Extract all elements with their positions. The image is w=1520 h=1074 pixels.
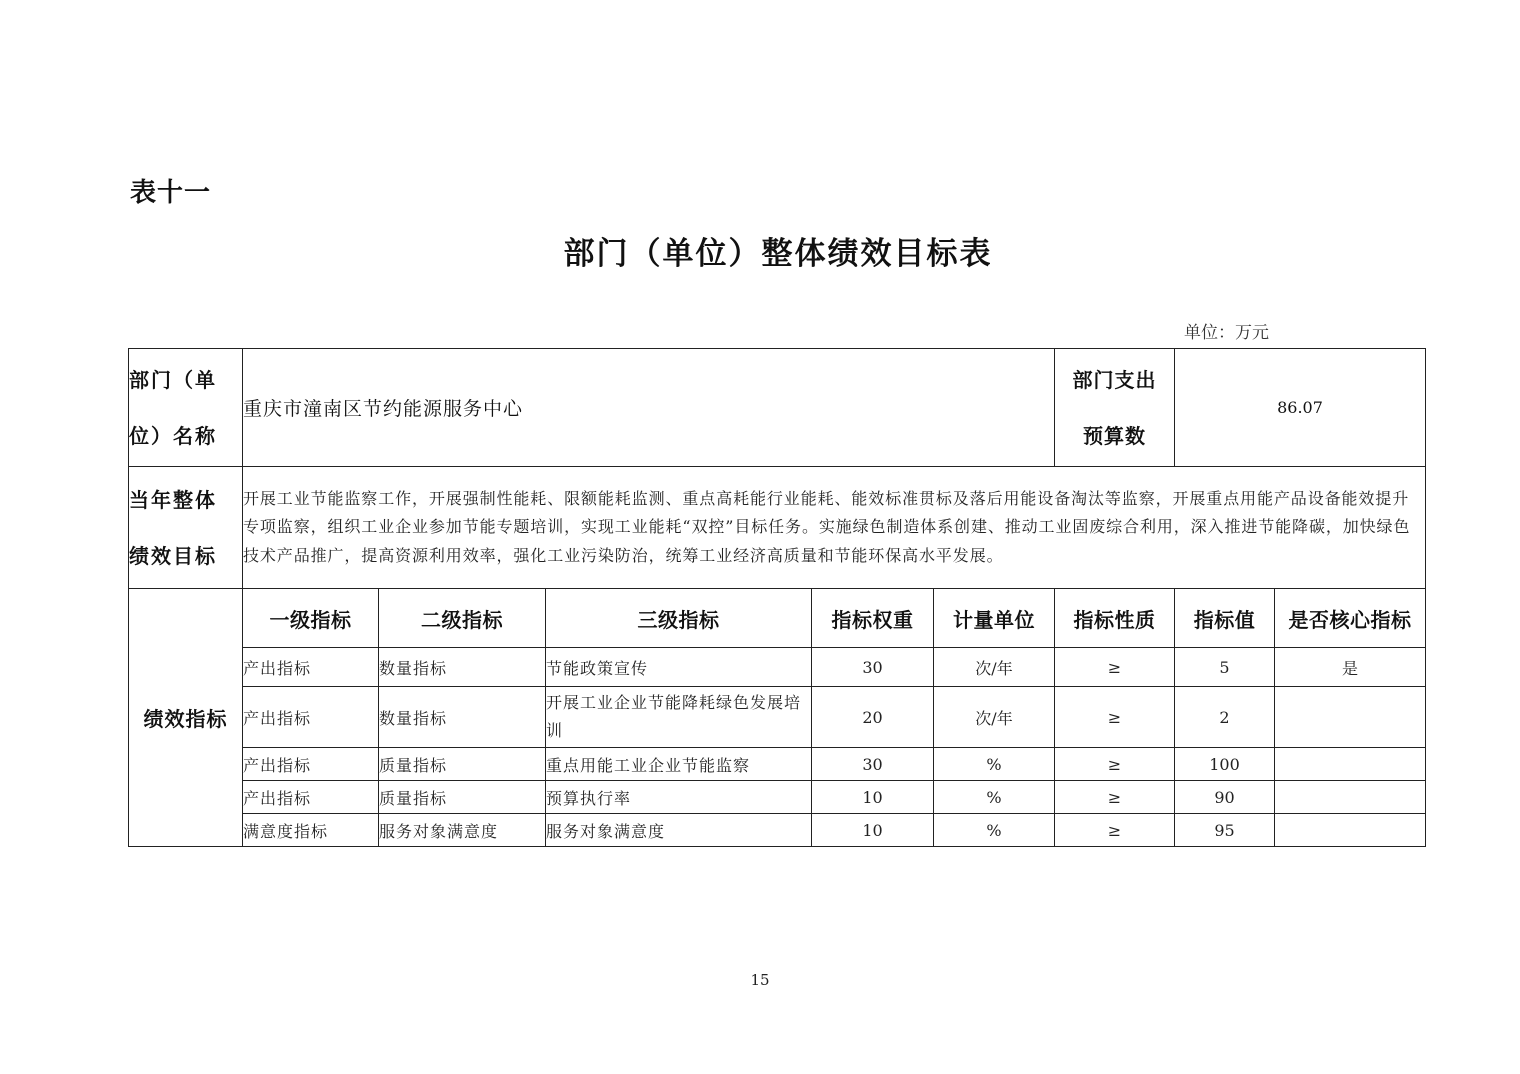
core-cell (1275, 814, 1426, 847)
unit-cell: 次/年 (934, 687, 1055, 748)
page-number: 15 (750, 971, 770, 989)
unit-cell: % (934, 748, 1055, 781)
nature-cell: ≥ (1055, 814, 1175, 847)
dept-label-line1: 部门（单 (129, 367, 217, 392)
core-cell (1275, 748, 1426, 781)
nature-cell: ≥ (1055, 748, 1175, 781)
level3-cell: 重点用能工业企业节能监察 (546, 748, 812, 781)
table-row (129, 648, 1426, 687)
nature-cell: ≥ (1055, 648, 1175, 687)
unit-cell: 次/年 (934, 648, 1055, 687)
table-row (129, 814, 1426, 847)
table-label: 表十一 (130, 178, 212, 208)
goal-text: 开展工业节能监察工作，开展强制性能耗、限额能耗监测、重点高耗能行业能耗、能效标准贯标及落后用能设备淘汰等监察，开展重点用能产品设备能效提升专项监察，组织工业企业参加节能专题培训，实现工业能耗“双控”目标任务。实施绿色制造体系创建、推动工业固废综合利用，深入推进节能降碳，加快绿色技术产品推广，提高资源利用效率，强化工业污染防治，统筹工业经济高质量和节能环保高水平发展。 (243, 467, 1426, 589)
level1-cell: 产出指标 (243, 687, 379, 748)
level1-cell: 满意度指标 (243, 814, 379, 847)
value-cell: 90 (1175, 781, 1275, 814)
indicator-section-label: 绩效指标 (129, 589, 243, 847)
dept-name-label (129, 349, 243, 467)
core-cell: 是 (1275, 648, 1426, 687)
core-cell (1275, 781, 1426, 814)
col-weight-header: 指标权重 (812, 589, 934, 648)
value-cell: 95 (1175, 814, 1275, 847)
budget-label-line1: 部门支出 (1072, 367, 1157, 392)
budget-label-line2: 预算数 (1083, 423, 1146, 448)
table-row (129, 687, 1426, 748)
nature-cell: ≥ (1055, 687, 1175, 748)
col-level1-header: 一级指标 (243, 589, 379, 648)
value-cell: 2 (1175, 687, 1275, 748)
unit-note: 单位：万元 (1184, 323, 1269, 343)
level3-cell: 节能政策宣传 (546, 648, 812, 687)
col-level3-header: 三级指标 (546, 589, 812, 648)
value-cell: 5 (1175, 648, 1275, 687)
level2-cell: 质量指标 (379, 781, 546, 814)
level1-cell: 产出指标 (243, 748, 379, 781)
budget-value: 86.07 (1175, 349, 1426, 467)
document-title: 部门（单位）整体绩效目标表 (563, 236, 993, 272)
unit-cell: % (934, 814, 1055, 847)
goal-label-line2: 绩效目标 (129, 543, 217, 568)
nature-cell: ≥ (1055, 781, 1175, 814)
unit-cell: % (934, 781, 1055, 814)
goal-label-line1: 当年整体 (129, 487, 217, 512)
table-row (129, 748, 1426, 781)
level2-cell: 数量指标 (379, 687, 546, 748)
dept-name-value: 重庆市潼南区节约能源服务中心 (243, 349, 1055, 467)
weight-cell: 30 (812, 748, 934, 781)
col-value-header: 指标值 (1175, 589, 1275, 648)
goal-row (129, 467, 1426, 589)
level2-cell: 数量指标 (379, 648, 546, 687)
level3-cell: 开展工业企业节能降耗绿色发展培训 (546, 687, 812, 748)
col-level2-header: 二级指标 (379, 589, 546, 648)
col-nature-header: 指标性质 (1055, 589, 1175, 648)
table-row (129, 781, 1426, 814)
weight-cell: 20 (812, 687, 934, 748)
indicator-header-row (129, 589, 1426, 648)
level1-cell: 产出指标 (243, 648, 379, 687)
level2-cell: 服务对象满意度 (379, 814, 546, 847)
level3-cell: 服务对象满意度 (546, 814, 812, 847)
core-cell (1275, 687, 1426, 748)
value-cell: 100 (1175, 748, 1275, 781)
performance-table (128, 348, 1426, 847)
level2-cell: 质量指标 (379, 748, 546, 781)
col-core-header: 是否核心指标 (1275, 589, 1426, 648)
col-unit-header: 计量单位 (934, 589, 1055, 648)
goal-label (129, 467, 243, 589)
weight-cell: 10 (812, 781, 934, 814)
weight-cell: 30 (812, 648, 934, 687)
level1-cell: 产出指标 (243, 781, 379, 814)
dept-row (129, 349, 1426, 467)
dept-label-line2: 位）名称 (129, 423, 217, 448)
weight-cell: 10 (812, 814, 934, 847)
budget-label (1055, 349, 1175, 467)
level3-cell: 预算执行率 (546, 781, 812, 814)
